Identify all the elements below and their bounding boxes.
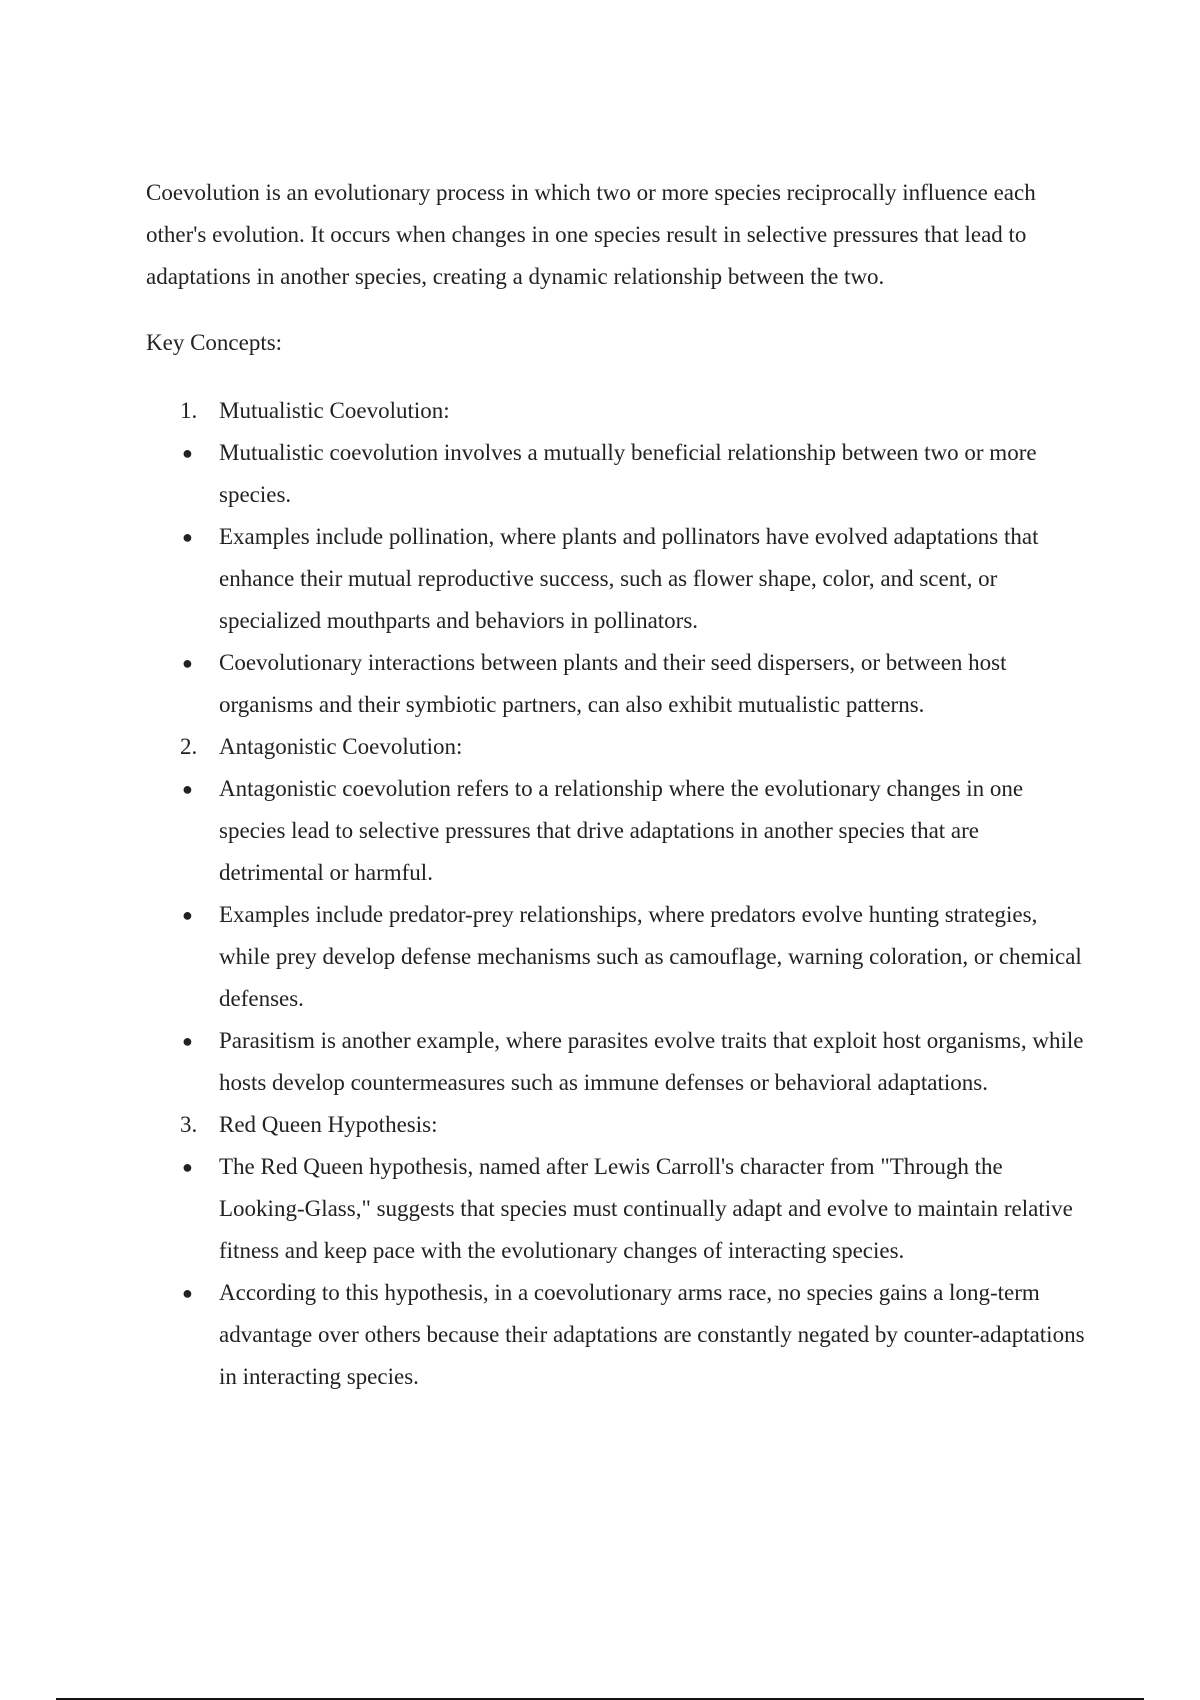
intro-paragraph: Coevolution is an evolutionary process in which two or more species reciprocally influence each other's evolution. It occurs when changes in one species result in selective pressures that lead to adaptations in another species, creating a dynamic relationship between the two. xyxy=(146,180,1036,289)
section-title: Antagonistic Coevolution: xyxy=(219,734,463,759)
list-item-text: Mutualistic coevolution involves a mutually beneficial relationship between two or more species. xyxy=(219,440,1037,507)
list-item xyxy=(146,432,1086,516)
list-item-text: Coevolutionary interactions between plants and their seed dispersers, or between host organisms and their symbiotic partners, can also exhibit mutualistic patterns. xyxy=(219,650,1007,717)
document-body xyxy=(146,172,1086,1398)
section-heading-antagonistic xyxy=(146,726,1086,768)
key-concepts-heading: Key Concepts: xyxy=(146,330,283,355)
list-item xyxy=(146,1272,1086,1398)
list-item xyxy=(146,516,1086,642)
concepts-list xyxy=(146,390,1086,1398)
section-heading-mutualistic xyxy=(146,390,1086,432)
list-item-text: According to this hypothesis, in a coevolutionary arms race, no species gains a long-term advantage over others because their adaptations are constantly negated by counter-adaptations in interacting species. xyxy=(219,1280,1085,1389)
bullet-icon: ● xyxy=(182,905,193,925)
list-item xyxy=(146,1020,1086,1104)
list-item-text: Examples include pollination, where plants and pollinators have evolved adaptations that enhance their mutual reproductive success, such as flower shape, color, and scent, or specialized mouthparts and behaviors in pollinators. xyxy=(219,524,1039,633)
list-number: 1. xyxy=(180,398,198,423)
list-item xyxy=(146,768,1086,894)
bullet-icon: ● xyxy=(182,1283,193,1303)
bullet-icon: ● xyxy=(182,443,193,463)
list-item-text: Antagonistic coevolution refers to a relationship where the evolutionary changes in one species lead to selective pressures that drive adaptations in another species that are detrimental or harmful. xyxy=(219,776,1024,885)
list-item-text: The Red Queen hypothesis, named after Lewis Carroll's character from "Through the Looking-Glass," suggests that species must continually adapt and evolve to maintain relative fitness and keep pace with the evolutionary changes of interacting species. xyxy=(219,1154,1073,1263)
list-number: 3. xyxy=(180,1112,198,1137)
section-title: Red Queen Hypothesis: xyxy=(219,1112,438,1137)
bullet-icon: ● xyxy=(182,1157,193,1177)
list-item xyxy=(146,1146,1086,1272)
section-heading-red-queen xyxy=(146,1104,1086,1146)
list-item-text: Examples include predator-prey relationships, where predators evolve hunting strategies, while prey develop defense mechanisms such as camouflage, warning coloration, or chemical defenses. xyxy=(219,902,1082,1011)
bullet-icon: ● xyxy=(182,527,193,547)
bullet-icon: ● xyxy=(182,1031,193,1051)
list-item-text: Parasitism is another example, where parasites evolve traits that exploit host organisms, while hosts develop countermeasures such as immune defenses or behavioral adaptations. xyxy=(219,1028,1084,1095)
list-item xyxy=(146,642,1086,726)
list-item xyxy=(146,894,1086,1020)
list-number: 2. xyxy=(180,734,198,759)
section-title: Mutualistic Coevolution: xyxy=(219,398,450,423)
bullet-icon: ● xyxy=(182,779,193,799)
bullet-icon: ● xyxy=(182,653,193,673)
